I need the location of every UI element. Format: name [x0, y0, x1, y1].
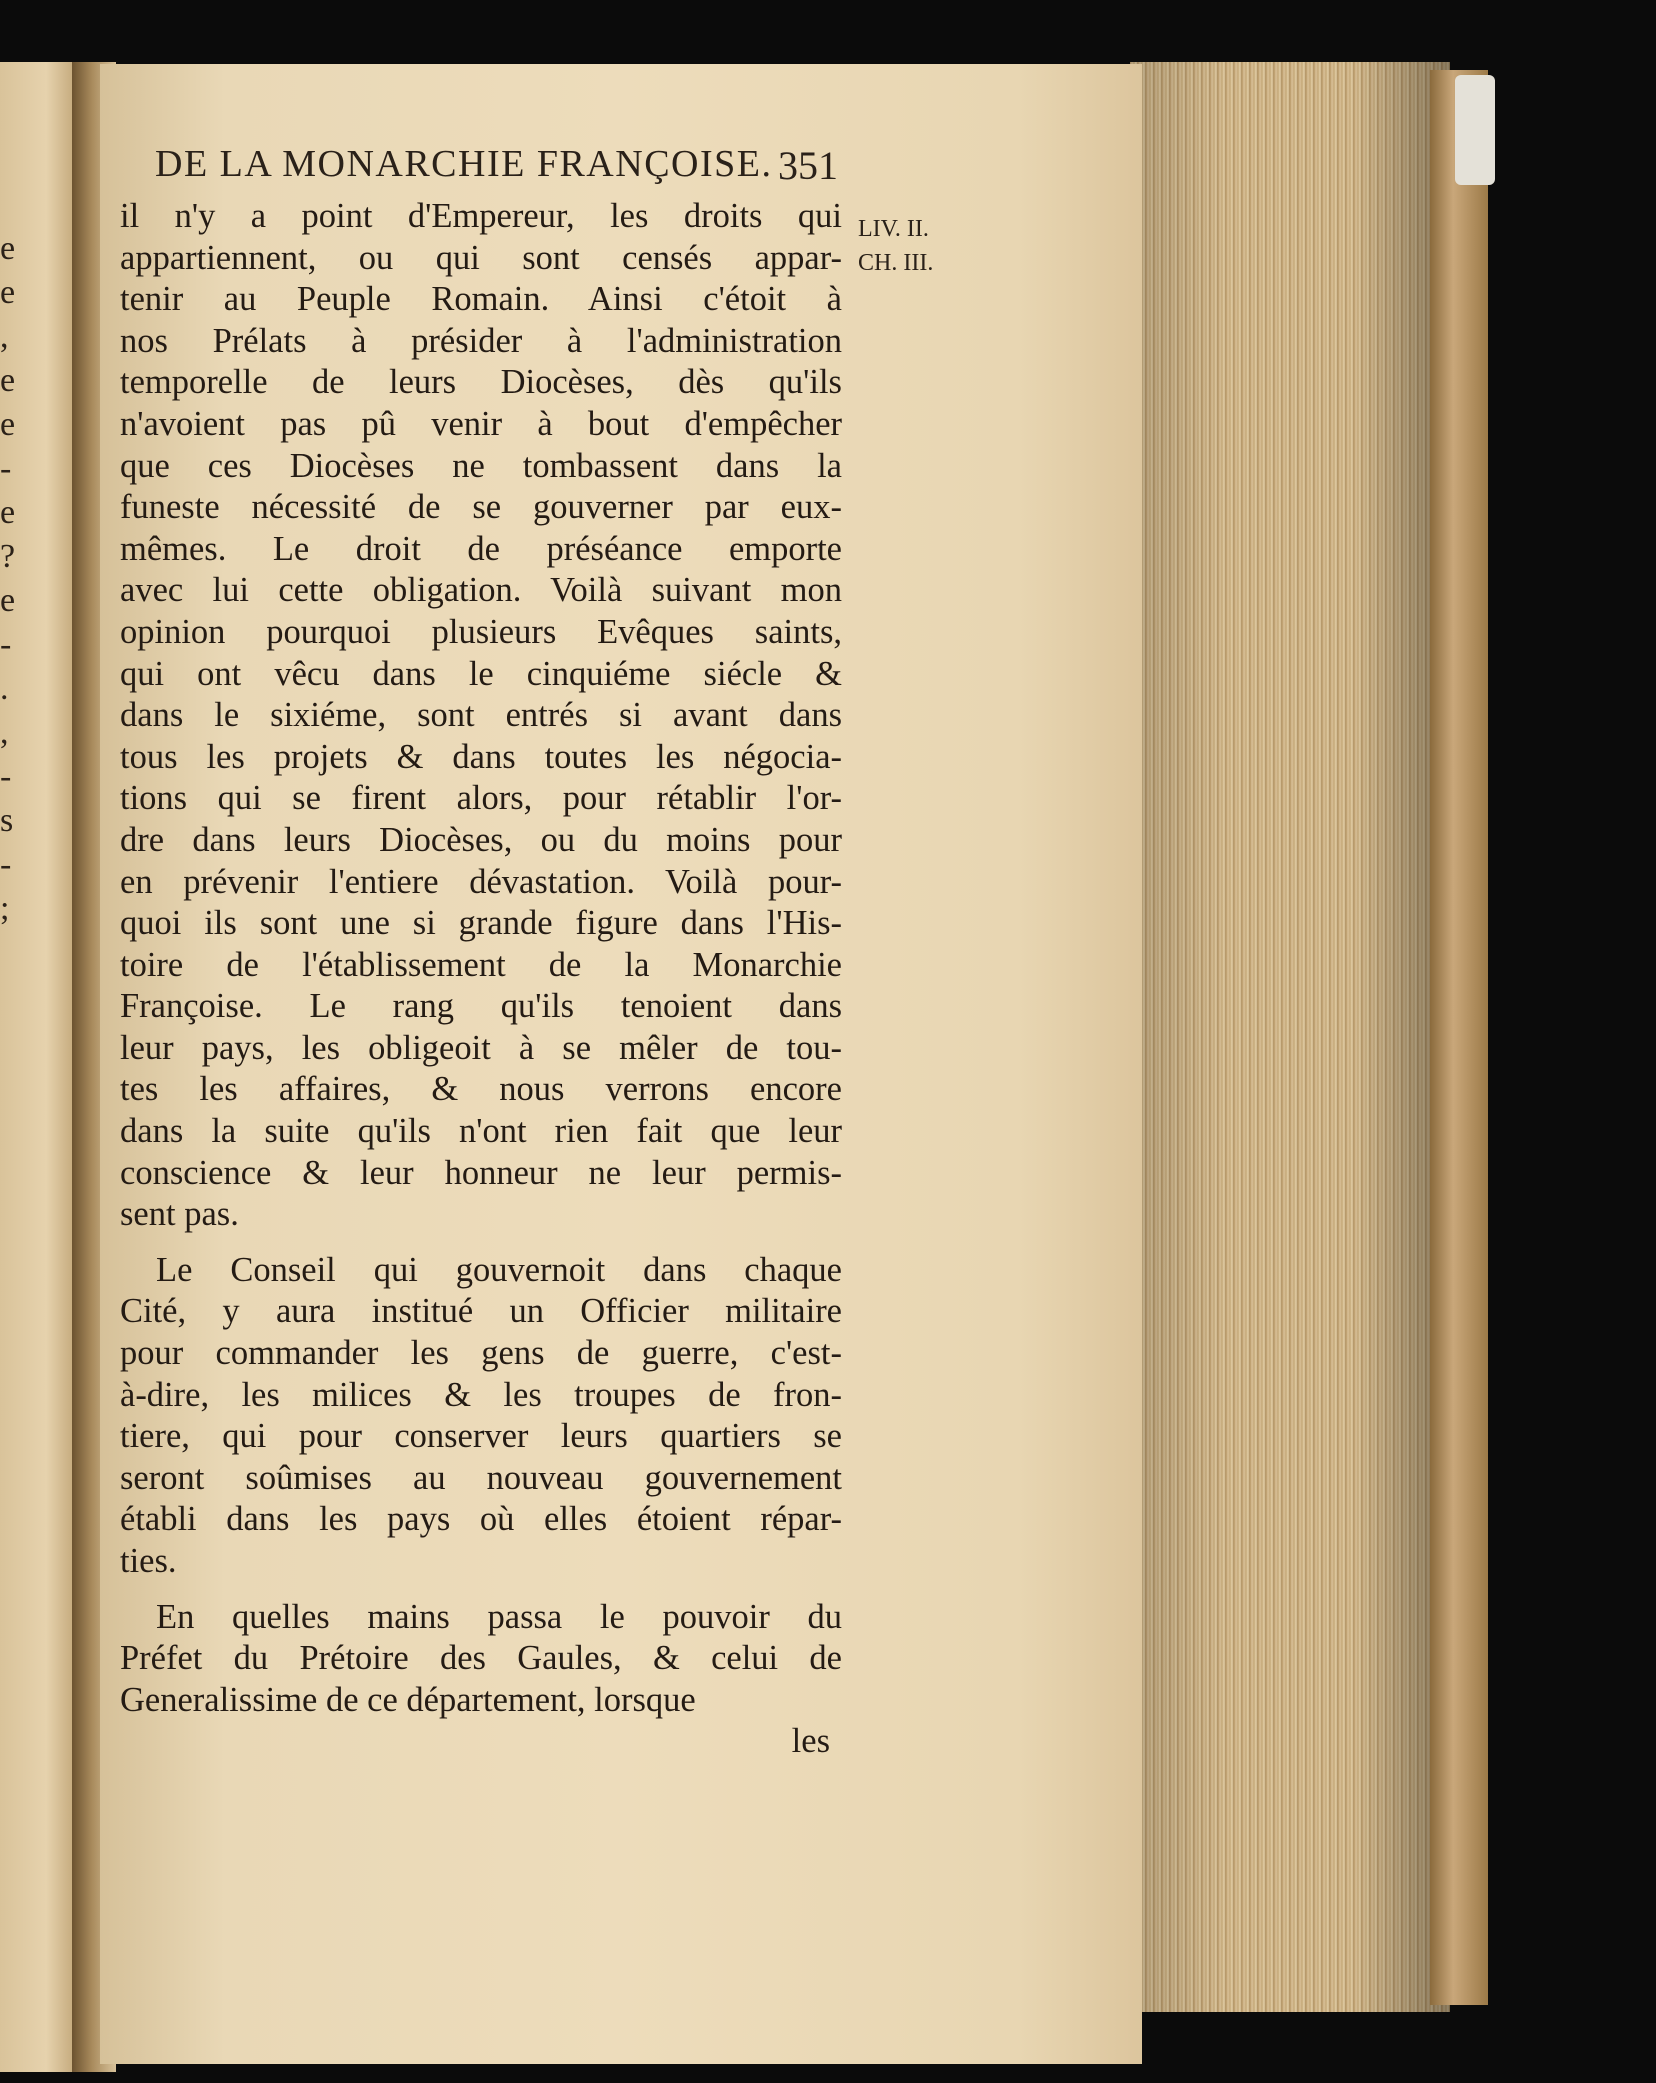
previous-page-char: . — [0, 670, 9, 707]
text-line: ties. — [120, 1542, 177, 1580]
previous-page-char: - — [0, 626, 12, 663]
binding-edge — [1430, 70, 1488, 2005]
text-line: que ces Diocèses ne tombassent dans la — [120, 446, 842, 485]
text-line: dre dans leurs Diocèses, ou du moins pour — [120, 820, 842, 859]
text-line: tions qui se firent alors, pour rétablir l'or- — [120, 779, 842, 818]
text-line: temporelle de leurs Diocèses, dès qu'ils — [120, 363, 842, 402]
margin-note-chapter: CH. III. — [858, 250, 934, 276]
text-line: avec lui cette obligation. Voilà suivant mon — [120, 571, 842, 610]
previous-page-char: e — [0, 582, 16, 619]
text-line: tenir au Peuple Romain. Ainsi c'étoit à — [120, 280, 842, 319]
catchword: les — [791, 1722, 830, 1761]
text-line: Cité, y aura institué un Officier militaire — [120, 1292, 842, 1331]
previous-page-char: ? — [0, 538, 16, 575]
text-line: tiere, qui pour conserver leurs quartiers se — [120, 1417, 842, 1456]
margin-note — [858, 212, 933, 280]
page-block-shade — [1130, 62, 1450, 2012]
paragraph-gap — [120, 1236, 842, 1250]
text-line: quoi ils sont une si grande figure dans l'His- — [120, 904, 842, 943]
text-line: à-dire, les milices & les troupes de fron- — [120, 1375, 842, 1414]
margin-note-book: LIV. II. — [858, 216, 929, 242]
text-line: Préfet du Prétoire des Gaules, & celui de — [120, 1639, 842, 1678]
previous-page-char: e — [0, 494, 16, 531]
previous-page-char: e — [0, 230, 16, 267]
text-line: conscience & leur honneur ne leur permis- — [120, 1153, 842, 1192]
binding-wear — [1455, 75, 1495, 185]
text-line: toire de l'établissement de la Monarchie — [120, 945, 842, 984]
text-line: opinion pourquoi plusieurs Evêques saints, — [120, 612, 842, 651]
text-line: n'avoient pas pû venir à bout d'empêcher — [120, 404, 842, 443]
text-line: sent pas. — [120, 1195, 239, 1234]
text-line: Le Conseil qui gouvernoit dans chaque — [156, 1250, 842, 1289]
text-line: dans la suite qu'ils n'ont rien fait que leur — [120, 1112, 842, 1151]
previous-page-char: - — [0, 758, 12, 795]
previous-page-char: , — [0, 714, 9, 751]
text-line: qui ont vêcu dans le cinquiéme siécle & — [120, 654, 842, 693]
text-line: nos Prélats à présider à l'administration — [120, 321, 842, 360]
previous-page-char: - — [0, 846, 12, 883]
text-line: tous les projets & dans toutes les négocia- — [120, 737, 842, 776]
text-line: tes les affaires, & nous verrons encore — [120, 1070, 842, 1109]
previous-page-line-ends — [0, 227, 20, 931]
text-line: dans le sixiéme, sont entrés si avant dans — [120, 696, 842, 735]
text-line: mêmes. Le droit de préséance emporte — [120, 529, 842, 568]
text-line: établi dans les pays où elles étoient répar- — [120, 1500, 842, 1539]
previous-page-char: ; — [0, 890, 10, 927]
paragraph-gap — [120, 1583, 842, 1597]
previous-page-char: e — [0, 362, 16, 399]
previous-page-char: - — [0, 450, 12, 487]
text-line: il n'y a point d'Empereur, les droits qui — [120, 197, 842, 235]
previous-page-char: , — [0, 318, 9, 355]
page-number: 351 — [778, 143, 838, 188]
text-line: en prévenir l'entiere dévastation. Voilà pour- — [120, 862, 842, 901]
previous-page-char: e — [0, 406, 16, 443]
text-line: funeste nécessité de se gouverner par eux- — [120, 488, 842, 527]
body-text — [120, 196, 842, 1763]
text-line: pour commander les gens de guerre, c'est- — [120, 1334, 842, 1373]
text-line: seront soûmises au nouveau gouvernement — [120, 1458, 842, 1497]
text-line: leur pays, les obligeoit à se mêler de tou- — [120, 1028, 842, 1067]
text-line: appartiennent, ou qui sont censés appar- — [120, 238, 842, 277]
text-line: Generalissime de ce département, lorsque — [120, 1680, 696, 1719]
running-head: DE LA MONARCHIE FRANÇOISE. — [155, 143, 773, 185]
text-line: Françoise. Le rang qu'ils tenoient dans — [120, 987, 842, 1026]
previous-page-char: s — [0, 802, 14, 839]
previous-page-char: e — [0, 274, 16, 311]
text-line: En quelles mains passa le pouvoir du — [156, 1597, 842, 1636]
